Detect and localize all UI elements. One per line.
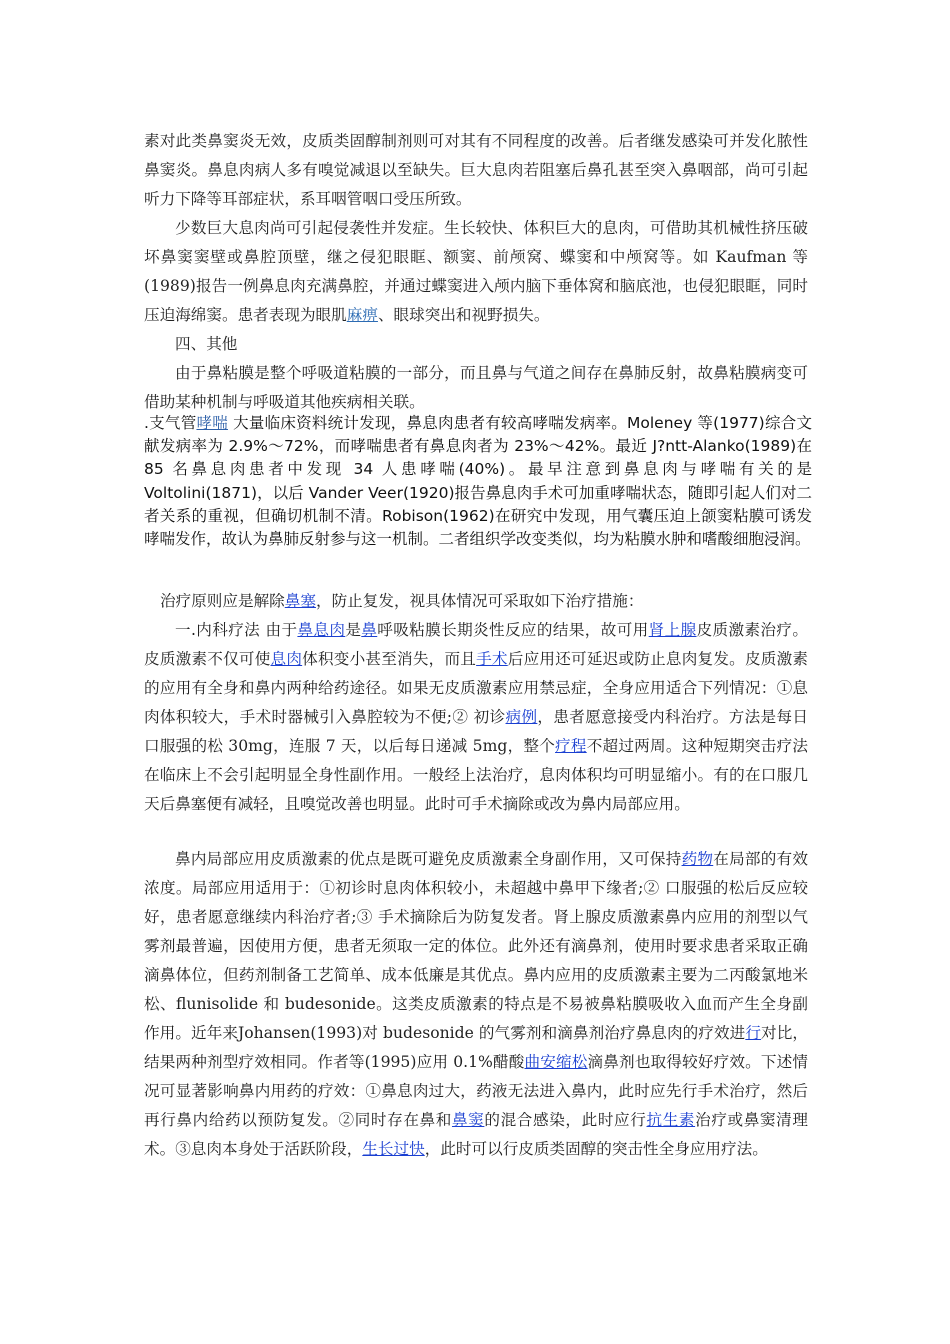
paragraph-text: ，防止复发，视具体情况可采取如下治疗措施：: [315, 592, 644, 610]
link-paralysis[interactable]: 麻痹: [346, 306, 378, 324]
section-heading-other: [144, 330, 808, 359]
paragraph-treatment-principle: [160, 587, 808, 616]
paragraph-text: 体积变小甚至消失，而且: [302, 650, 477, 668]
paragraph-text: 皮质激素治疗。皮质激素不仅可使: [144, 621, 808, 668]
paragraph-text: 后应用还可延迟或防止息肉复发。皮质激素的应用有全身和鼻内两种给药途径。如果无皮质激素应用禁忌症，全身应用适合下列情况：①息肉体积较大，手术时器械引入鼻腔较为不便;② 初诊: [144, 650, 808, 726]
paragraph-text: 是: [345, 621, 362, 639]
paragraph-text: 大量临床资料统计发现，鼻息肉患者有较高哮喘发病率。Moleney 等(1977)综合文献发病率为 2.9%～72%，而哮喘患者有鼻息肉者为 23%～42%。最近 J?ntt-Alanko(1989)在 85 名鼻息肉患者中发现 34 人患哮喘(40%)。最早注意到鼻息肉与哮喘有关的是 Voltolini(1871)，以后 Vander Veer(1920)报告鼻息肉手术可加重哮喘状态，随即引起人们对二者关系的重视，但确切机制不清。Robison(1962)在研究中发现，用气囊压迫上颌窦粘膜可诱发哮喘发作，故认为鼻肺反射参与这一机制。二者组织学改变类似，均为粘膜水肿和嗜酸细胞浸润。: [144, 414, 812, 549]
link-drug[interactable]: 药物: [681, 850, 714, 868]
paragraph-sinusitis: [144, 127, 808, 214]
paragraph-text: 的混合感染，此时应行: [484, 1111, 647, 1129]
paragraph-text: 在局部的有效浓度。局部应用适用于：①初诊时息肉体积较小，未超越中鼻甲下缘者;② 口服强的松后反应较好，患者愿意继续内科治疗者;③ 手术摘除后为防复发者。肾上腺皮质激素鼻内应用的剂型以气雾剂最普遍，因使用方便，患者无须取一定的体位。此外还有滴鼻剂，使用时要求患者采取正确滴鼻体位，但药剂制备工艺简单、成本低廉是其优点。鼻内应用的皮质激素主要为二丙酸氯地米松、flunisolide 和 budesonide。这类皮质激素的特点是不易被鼻粘膜吸收入血而产生全身副作用。近年来Johansen(1993)对 budesonide 的气雾剂和滴鼻剂治疗鼻息肉的疗效进: [144, 850, 808, 1042]
paragraph-text: 呼吸粘膜长期炎性反应的结果，故可用: [377, 621, 649, 639]
link-case[interactable]: 病例: [505, 708, 538, 726]
paragraph-text: 滴鼻剂也取得较好疗效。下述情况可显著影响鼻内用药的疗效：①鼻息肉过大，药液无法进入鼻内，此时应先行手术治疗，然后再行鼻内给药以预防复发。②同时存在鼻和: [144, 1053, 808, 1129]
link-nasal-polyp[interactable]: 鼻息肉: [297, 621, 346, 639]
paragraph-text: 鼻内局部应用皮质激素的优点是既可避免皮质激素全身副作用，又可保持: [175, 850, 682, 868]
link-adrenal[interactable]: 肾上腺: [648, 621, 697, 639]
paragraph-text: 治疗或鼻窦清理术。③息肉本身处于活跃阶段，: [144, 1111, 808, 1158]
link-antibiotic[interactable]: 抗生素: [646, 1111, 696, 1129]
paragraph-medical-therapy: [144, 616, 808, 819]
link-rapid-growth[interactable]: 生长过快: [362, 1140, 425, 1158]
link-surgery[interactable]: 手术: [476, 650, 508, 668]
paragraph-local-therapy: [144, 845, 808, 1164]
paragraph-text: 素对此类鼻窦炎无效，皮质类固醇制剂则可对其有不同程度的改善。后者继发感染可并发化脓性鼻窦炎。鼻息肉病人多有嗅觉减退以至缺失。巨大息肉若阻塞后鼻孔甚至突入鼻咽部，尚可引起听力下降等耳部症状，系耳咽管咽口受压所致。: [144, 132, 808, 208]
link-triamcinolone[interactable]: 曲安缩松: [524, 1053, 588, 1071]
paragraph-text: 、眼球突出和视野损失。: [377, 306, 550, 324]
link-course[interactable]: 疗程: [555, 737, 587, 755]
paragraph-text: 对比，结果两种剂型疗效相同。作者等(1995)应用 0.1%醋酸: [144, 1024, 808, 1071]
link-polyp[interactable]: 息肉: [270, 650, 303, 668]
link-xing[interactable]: 行: [745, 1024, 762, 1042]
paragraph-text: 治疗原则应是解除: [160, 592, 285, 610]
paragraph-nasal-mucosa: [144, 359, 808, 417]
paragraph-asthma: [144, 412, 812, 551]
link-nose[interactable]: 鼻: [361, 621, 378, 639]
paragraph-text: 少数巨大息肉尚可引起侵袭性并发症。生长较快、体积巨大的息肉，可借助其机械性挤压破坏鼻窦窦壁或鼻腔顶壁，继之侵犯眼眶、额窦、前颅窝、蝶窦和中颅窝等。如 Kaufman 等(1989)报告一例鼻息肉充满鼻腔，并通过蝶窦进入颅内脑下垂体窝和脑底池，也侵犯眼眶，同时压迫海绵窦。患者表现为眼肌: [144, 219, 808, 324]
paragraph-text: 不超过两周。这种短期突击疗法在临床上不会引起明显全身性副作用。一般经上法治疗，息肉体积均可明显缩小。有的在口服几天后鼻塞便有减轻，且嗅觉改善也明显。此时可手术摘除或改为鼻内局部应用。: [144, 737, 808, 813]
paragraph-text: ，此时可以行皮质类固醇的突击性全身应用疗法。: [424, 1140, 768, 1158]
link-nasal-obstruction[interactable]: 鼻塞: [284, 592, 316, 610]
heading-text: 四、其他: [175, 335, 238, 353]
paragraph-text: .支气管: [144, 414, 197, 432]
paragraph-text: 由于鼻粘膜是整个呼吸道粘膜的一部分，而且鼻与气道之间存在鼻肺反射，故鼻粘膜病变可借助某种机制与呼吸道其他疾病相关联。: [144, 364, 808, 411]
link-asthma[interactable]: 哮喘: [196, 414, 228, 432]
paragraph-text: ，患者愿意接受内科治疗。方法是每日口服强的松 30mg，连服 7 天，以后每日递减 5mg，整个: [144, 708, 808, 755]
paragraph-complications: [144, 214, 808, 330]
paragraph-text: 一.内科疗法 由于: [175, 621, 298, 639]
link-sinus[interactable]: 鼻窦: [451, 1111, 485, 1129]
